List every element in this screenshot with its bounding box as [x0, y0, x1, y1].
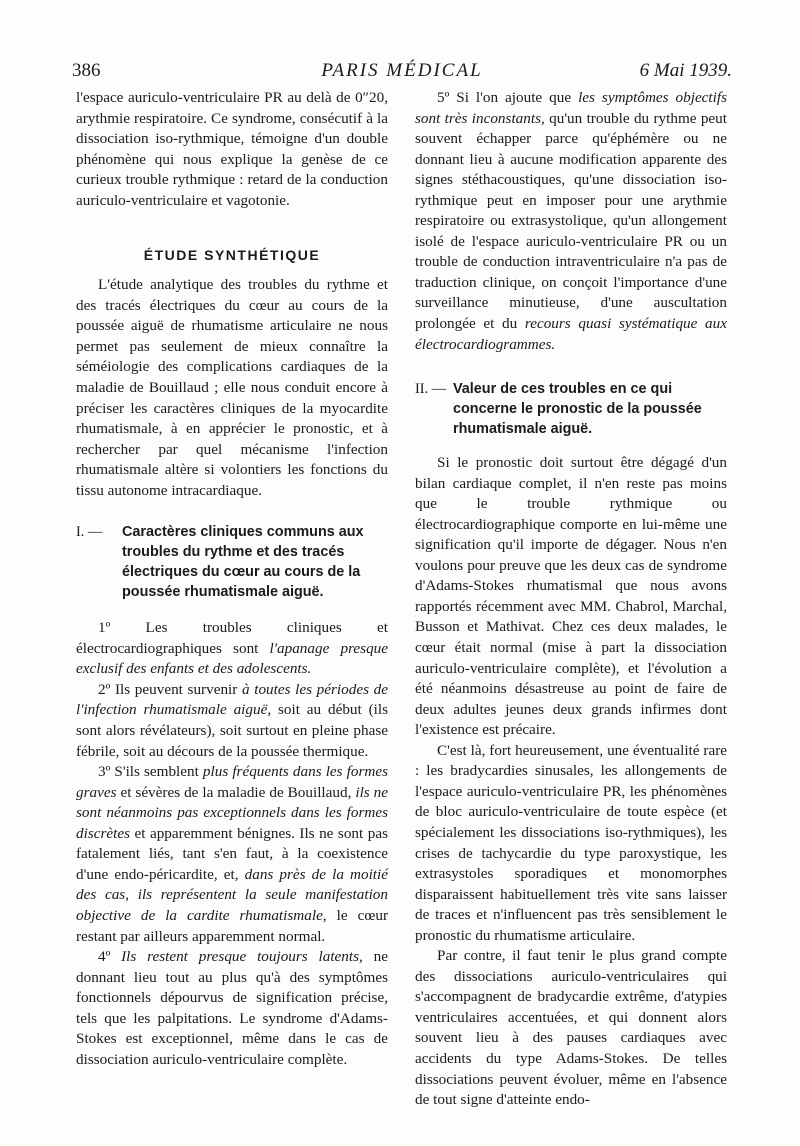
list-item-5: 5º Si l'on ajoute que les symptômes objectifs sont très inconstants, qu'un trouble du rythme peut souvent échapper parce qu'éphémère ou ne donnant lieu à aucune modification apparente des signes stéthacoustiques, qu'une dissociation iso-rythmique peut en imposer pour une arythmie respiratoire ou extrasystolique, qu'un allongement isolé de l'espace auriculo-ventriculaire PR ou un trouble de conduction intraventriculaire n'a pas de traduction clinique, on conçoit l'importance d'une surveillance minutieuse, d'une auscultation prolongée et du recours quasi systématique aux électrocardiogrammes. — [415, 89, 727, 353]
section-title: ÉTUDE SYNTHÉTIQUE — [143, 247, 321, 264]
intro-paragraph: L'étude analytique des troubles du rythme et des tracés électriques du cœur au cours de la poussée aiguë de rhumatisme articulaire ne nous permet pas seulement de mieux connaître la séméiologie des complications cardiaques de la maladie de Bouillaud ; elle nous conduit encore à préciser les caractères cliniques de la myocardite rhumatismale, à en apprécier le pronostic, et à rechercher par quel mécanisme l'infection rhumatismale altère si volontiers les fonctions du tissu autonome intracardiaque. — [76, 276, 388, 499]
subsection-title: Valeur de ces troubles en ce qui concerne le pronostic de la poussée rhumatismale aiguë. — [453, 381, 702, 438]
prognosis-paragraph-3: Par contre, il faut tenir le plus grand compte des dissociations auriculo-ventriculaires qui s'accompagnent de bradycardie extrême, d'atypies ventriculaires accentuées, et qui donnent alors souvent lieu à des pauses cardiaques avec accidents du type Adams-Stokes. De telles dissociations peuvent évoluer, même en l'absence de tout signe d'atteinte endo- — [415, 947, 727, 1109]
page-number: 386 — [72, 60, 101, 81]
right-column — [415, 88, 727, 1111]
prognosis-paragraph-2: C'est là, fort heureusement, une éventualité rare : les bradycardies sinusales, les allongements de l'espace auriculo-ventriculaire PR, les phénomènes de bloc auriculo-ventriculaire de toute espèce (et spécialement les dissociations iso-rythmiques), les crises de tachycardie du type paroxystique, les extrasystoles sporadiques et monomorphes disparaissent habituellement très vite sans laisser de traces et n'influencent pas très sensiblement le pronostic du rhumatisme articulaire. — [415, 741, 727, 944]
journal-title: PARIS MÉDICAL — [321, 60, 483, 81]
list-item-4: 4º Ils restent presque toujours latents, ne donnant lieu tout au plus qu'à des symptômes fonctionnels dépourvus de signification précise, tels que les palpitations. Le syndrome d'Adams-Stokes est exceptionnel, même dans le cas de dissociation auriculo-ventriculaire complète. — [76, 948, 388, 1068]
prognosis-paragraph-1: Si le pronostic doit surtout être dégagé d'un bilan cardiaque complet, il n'en reste pas moins que le trouble rythmique ou électrocardiographique comporte en lui-même une signification qu'il importe de dégager. Nous n'en voulons pour preuve que les deux cas de syndrome d'Adams-Stokes rhumatismal que nous avons rapportés récemment avec MM. Chabrol, Marchal, Busson et Mathivat. Chez ces deux malades, le cœur était normal (mise à part la dissociation auriculo-ventriculaire complète), et l'évolution a été néanmoins désastreuse au point de faire de deux adultes jeunes deux grands infirmes dont l'existence est précaire. — [415, 454, 727, 739]
subsection-heading-2 — [415, 379, 727, 439]
left-column — [76, 88, 388, 1070]
list-item-2: 2º Ils peuvent survenir à toutes les périodes de l'infection rhumatismale aiguë, soit au début (ils sont alors révélateurs), soit surtout en pleine phase fébrile, soit au décours de la poussée thermique. — [76, 680, 388, 760]
running-header — [72, 56, 732, 86]
subsection-number: II. — — [415, 381, 447, 398]
list-item-1: 1º Les troubles cliniques et électrocardiographiques sont l'apanage presque exclusif des enfants et des adolescents. — [76, 619, 388, 678]
list-item-3: 3º S'ils semblent plus fréquents dans les formes graves et sévères de la maladie de Bouillaud, ils ne sont néanmoins pas exceptionnels dans les formes discrètes et apparemment bénignes. Ils ne sont pas fatalement liés, tant s'en faut, à la coexistence d'une endo-péricardite, et, dans près de la moitié des cas, ils représentent la seule manifestation objective de la cardite rhumatismale, le cœur restant par ailleurs apparemment normal. — [76, 763, 389, 945]
issue-date: 6 Mai 1939. — [639, 60, 732, 81]
subsection-number: I. — — [76, 524, 103, 541]
subsection-title: Caractères cliniques communs aux troubles du rythme et des tracés électriques du cœur au cours de la poussée rhumatismale aiguë. — [122, 524, 364, 601]
subsection-heading-1 — [76, 522, 388, 602]
continued-paragraph: l'espace auriculo-ventriculaire PR au delà de 0″20, arythmie respiratoire. Ce syndrome, consécutif à la dissociation iso-rythmique, témoigne d'un double phénomène qui nous explique la genèse de ce curieux trouble rythmique : retard de la conduction auriculo-ventriculaire et vagotonie. — [76, 89, 388, 209]
